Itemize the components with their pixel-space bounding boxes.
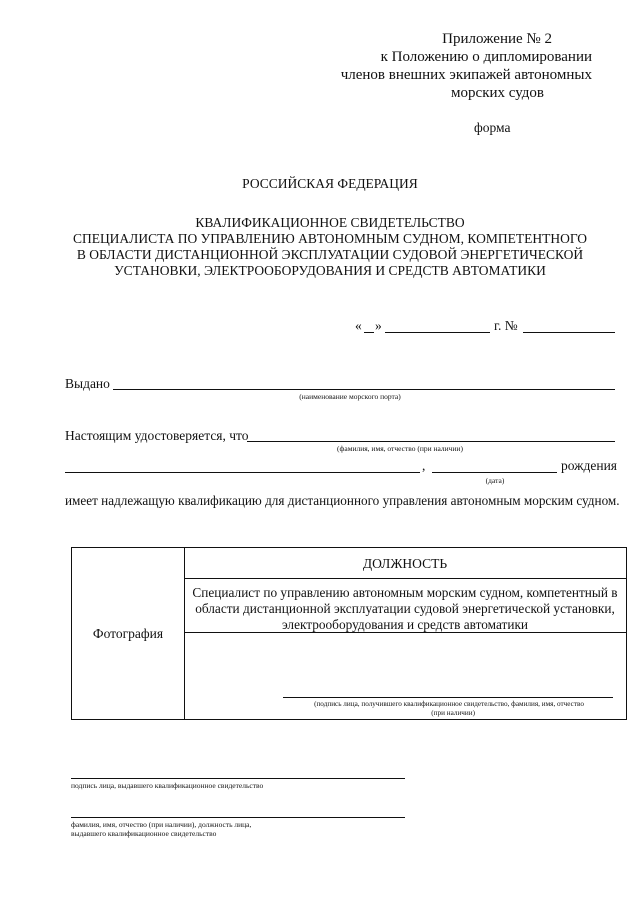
certificate-number-field[interactable] [523, 332, 615, 333]
position-line: Специалист по управлению автономным морским судном, компетентный в [192, 585, 618, 600]
full-name-field[interactable] [247, 441, 615, 442]
port-caption: (наименование морского порта) [299, 392, 401, 401]
position-line: электрооборудования и средств автоматики [281, 617, 529, 632]
certificate-title [40, 215, 620, 279]
holder-signature-field[interactable] [283, 697, 613, 698]
photo-label: Фотография [92, 626, 164, 641]
appendix-line: морских судов [451, 85, 544, 101]
appendix-line: к Положению о дипломировании [380, 49, 592, 65]
issued-label: Выдано [65, 376, 110, 391]
position-header: ДОЛЖНОСТЬ [362, 556, 448, 571]
issuer-signature-field[interactable] [71, 778, 405, 779]
date-quote-close: » [375, 318, 382, 333]
day-field[interactable] [364, 332, 374, 333]
certificate-title-line: СПЕЦИАЛИСТА ПО УПРАВЛЕНИЮ АВТОНОМНЫМ СУДНОМ, КОМПЕТЕНТНОГО [72, 231, 588, 246]
certificate-title-line: В ОБЛАСТИ ДИСТАНЦИОННОЙ ЭКСПЛУАТАЦИИ СУДОВОЙ ЭНЕРГЕТИЧЕСКОЙ [76, 247, 584, 262]
certificate-title-line: КВАЛИФИКАЦИОННОЕ СВИДЕТЕЛЬСТВО [195, 215, 465, 230]
position-line: области дистанционной эксплуатации судовой энергетической установки, [195, 601, 615, 616]
form-label: форма [474, 120, 511, 135]
issuer-name-caption [71, 820, 251, 838]
qualification-text: имеет надлежащую квалификацию для дистанционного управления автономным морским судном. [65, 493, 620, 508]
appendix-header [312, 30, 592, 102]
holder-signature-caption-line: (подпись лица, получившего квалификационное свидетельство, фамилия, имя, отчество [314, 700, 584, 708]
issuer-name-field[interactable] [71, 817, 405, 818]
full-name-caption: (фамилия, имя, отчество (при наличии) [337, 444, 463, 453]
year-number-label: г. № [494, 318, 518, 333]
port-field[interactable] [113, 389, 615, 390]
holder-signature-caption-line: (при наличии) [431, 709, 475, 717]
birth-date-caption: (дата) [485, 476, 505, 485]
table-divider [184, 547, 185, 719]
certificate-title-line: УСТАНОВКИ, ЭЛЕКТРООБОРУДОВАНИЯ И СРЕДСТВ АВТОМАТИКИ [114, 263, 546, 278]
full-name-continuation-field[interactable] [65, 472, 420, 473]
appendix-line: членов внешних экипажей автономных [340, 67, 592, 83]
position-description [187, 585, 623, 633]
certify-label: Настоящим удостоверяется, что [65, 428, 249, 443]
birth-date-field[interactable] [432, 472, 557, 473]
comma: , [422, 458, 426, 473]
date-quote-open: « [355, 318, 362, 333]
birth-label: рождения [561, 458, 618, 473]
table-header-divider [184, 578, 626, 579]
appendix-title: Приложение № 2 [442, 31, 552, 47]
issuer-name-caption-line: фамилия, имя, отчество (при наличии), должность лица, [71, 820, 252, 829]
country-name: РОССИЙСКАЯ ФЕДЕРАЦИЯ [242, 176, 418, 191]
holder-signature-caption [283, 700, 615, 718]
month-field[interactable] [385, 332, 490, 333]
issuer-name-caption-line: выдавшего квалификационное свидетельство [71, 829, 217, 838]
issuer-signature-caption: подпись лица, выдавшего квалификационное свидетельство [71, 781, 264, 790]
